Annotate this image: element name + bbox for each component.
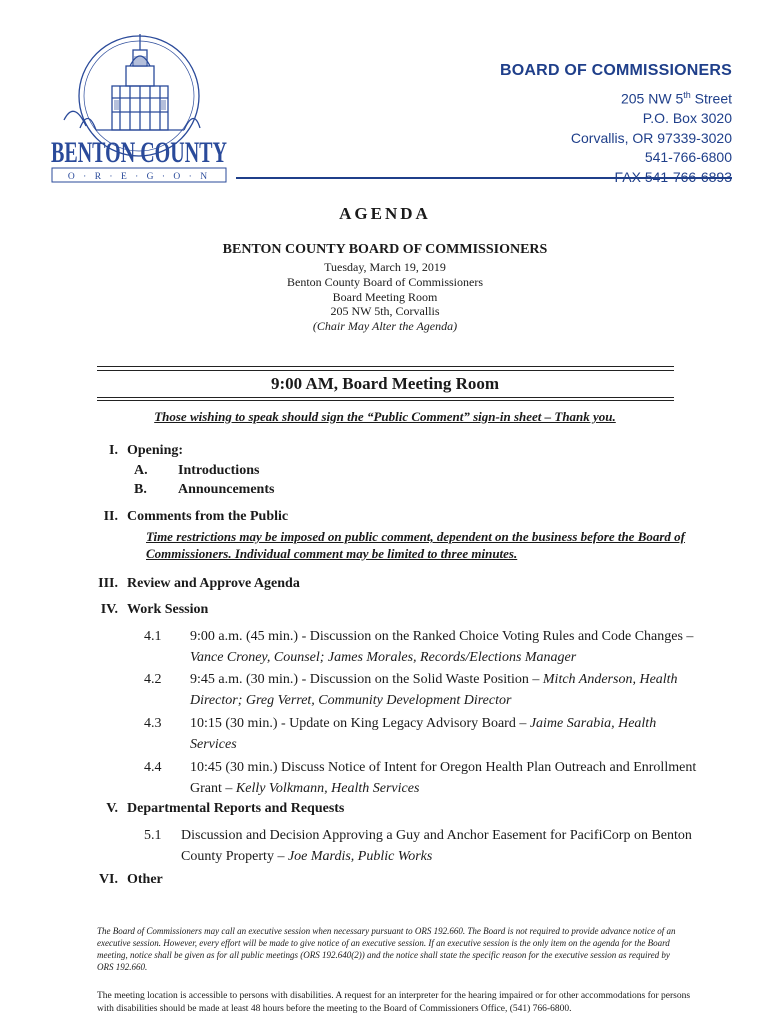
banner-rule-top bbox=[97, 366, 674, 367]
section-work-session: IV. Work Session bbox=[100, 602, 209, 617]
benton-county-logo bbox=[44, 28, 234, 190]
letterhead-divider bbox=[236, 177, 732, 179]
agenda-item-4-2: 4.2 9:45 a.m. (30 min.) - Discussion on the Solid Waste Position – Mitch Anderson, Health Director; Greg Verret, Community Development Director bbox=[144, 672, 678, 708]
section-opening: I. Opening: bbox=[109, 443, 184, 458]
section-departmental-reports: V. Departmental Reports and Requests bbox=[106, 801, 345, 816]
subitem-introductions: A. Introductions bbox=[134, 463, 260, 478]
agenda-item-4-4: 4.4 10:45 (30 min.) Discuss Notice of Intent for Oregon Health Plan Outreach and Enrollment Grant – Kelly Volkmann, Health Services bbox=[144, 760, 697, 796]
chair-note: (Chair May Alter the Agenda) bbox=[312, 319, 458, 334]
street-address: 205 NW 5th Street bbox=[620, 90, 732, 107]
banner-rule-top-thin bbox=[97, 370, 674, 371]
fax-number: FAX 541-766-6893 bbox=[614, 168, 732, 185]
banner-rule-bottom-thin bbox=[97, 397, 674, 398]
meeting-address: 205 NW 5th, Corvallis bbox=[330, 304, 440, 319]
logo-name: BENTON COUNTY bbox=[51, 136, 228, 169]
city-state-zip: Corvallis, OR 97339-3020 bbox=[570, 129, 732, 146]
meeting-date: Tuesday, March 19, 2019 bbox=[324, 260, 446, 274]
section-other: VI. Other bbox=[98, 872, 163, 887]
subitem-announcements: B. Announcements bbox=[134, 482, 275, 497]
signin-notice: Those wishing to speak should sign the “Public Comment” sign-in sheet – Thank you. bbox=[154, 409, 616, 424]
meeting-body: Benton County Board of Commissioners bbox=[287, 274, 483, 289]
po-box: P.O. Box 3020 bbox=[642, 110, 732, 127]
banner-rule-bottom bbox=[97, 400, 674, 401]
executive-session-notice: The Board of Commissioners may call an executive session when necessary pursuant to ORS 192.660. The Board is not required to provide advance notice of an executive session. However, every effort will be made to give notice of an executive session. If an executive session is the only item on the agenda for the Board meeting, notice shall be given as for all public meetings (ORS 192.640(2)) and the notice shall state the specific reason for the executive session as required by ORS 192.660. bbox=[97, 926, 676, 972]
agenda-item-4-3: 4.3 10:15 (30 min.) - Update on King Legacy Advisory Board – Jaime Sarabia, Health Services bbox=[144, 716, 657, 752]
agenda-item-5-1: 5.1 Discussion and Decision Approving a Guy and Anchor Easement for PacifiCorp on Benton County Property – Joe Mardis, Public Works bbox=[144, 828, 692, 864]
accessibility-notice: The meeting location is accessible to persons with disabilities. A request for an interpreter for the hearing impaired or for other accommodations for persons with disabilities should be made at least 48 hours before the meeting to the Board of Commissioners Office, (541) 766-6800. bbox=[97, 991, 691, 1014]
section-review-agenda: III. Review and Approve Agenda bbox=[98, 576, 300, 591]
logo-state: O · R · E · G · O · N bbox=[67, 172, 211, 182]
org-name: BOARD OF COMMISSIONERS bbox=[500, 62, 732, 79]
letterhead bbox=[500, 62, 732, 187]
agenda-header bbox=[0, 204, 770, 334]
page-title: AGENDA bbox=[339, 204, 431, 223]
time-restriction-notice: Time restrictions may be imposed on public comment, dependent on the business before the Board of Commissioners. Individual comment may be limited to three minutes. bbox=[146, 529, 686, 561]
section-public-comments: II. Comments from the Public bbox=[103, 509, 289, 524]
agenda-item-4-1: 4.1 9:00 a.m. (45 min.) - Discussion on the Ranked Choice Voting Rules and Code Changes – Vance Croney, Counsel; James Morales, Records/Elections Manager bbox=[144, 629, 694, 665]
phone-number: 541-766-6800 bbox=[644, 149, 732, 166]
board-name: BENTON COUNTY BOARD OF COMMISSIONERS bbox=[222, 242, 548, 257]
meeting-room: Board Meeting Room bbox=[332, 289, 438, 304]
meeting-time: 9:00 AM, Board Meeting Room bbox=[270, 374, 500, 393]
